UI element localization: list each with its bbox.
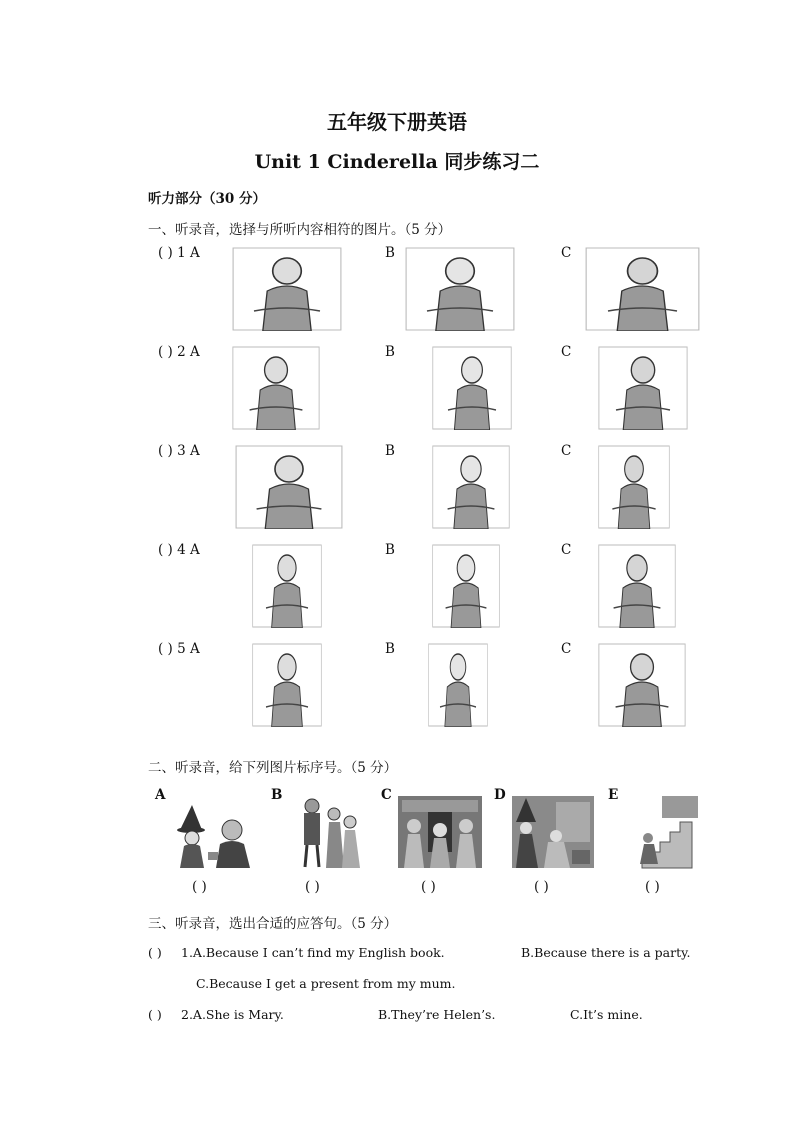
q3-label[interactable]: ( ) 3 A [158, 443, 200, 459]
title-chinese: 五年级下册英语 [327, 110, 467, 134]
q2-picture-c-girl-soup-window [598, 346, 688, 430]
q2-label[interactable]: ( ) 2 A [158, 344, 200, 360]
q2-option-c: C.It’s mine. [570, 1007, 643, 1022]
section3-heading: 三、听录音，选出合适的应答句。（5 分） [148, 916, 398, 932]
section2-heading: 二、听录音，给下列图片标序号。（5 分） [148, 760, 398, 776]
s2-blank-d[interactable]: ( ) [534, 879, 549, 895]
q2-option-b: B.They’re Helen’s. [378, 1007, 496, 1022]
q1-option-c-label: C [561, 245, 572, 261]
q1-picture-b-dog-tail [405, 247, 515, 331]
s2-letter-d: D [494, 787, 506, 803]
q3-option-b-label: B [385, 443, 395, 459]
s2-letter-e: E [608, 787, 619, 803]
q1-picture-a-bird-feet [232, 247, 342, 331]
s2-picture-e-stairs [632, 792, 700, 870]
s2-letter-c: C [381, 787, 392, 803]
q4-picture-b-chef [432, 544, 500, 628]
s2-picture-d-fairy-godmother [512, 796, 594, 868]
q3-picture-b-boy-crying [432, 445, 510, 529]
q5-picture-b-boy-playing-football [428, 643, 488, 727]
q1-label[interactable]: ( ) 1 A [158, 245, 200, 261]
q1-option-b-label: B [385, 245, 395, 261]
q2-option-a: 2.A.She is Mary. [181, 1007, 284, 1022]
s2-blank-c[interactable]: ( ) [421, 879, 436, 895]
s2-blank-a[interactable]: ( ) [192, 879, 207, 895]
q1-answer-paren[interactable]: ( ) [148, 945, 162, 960]
q2-picture-a-girl-eating-soup [232, 346, 320, 430]
q1-option-b: B.Because there is a party. [521, 945, 691, 960]
q3-option-c-label: C [561, 443, 572, 459]
section1-heading: 一、听录音，选择与所听内容相符的图片。（5 分） [148, 222, 452, 238]
q2-option-c-label: C [561, 344, 572, 360]
q3-picture-c-boy-scratching-head [598, 445, 670, 529]
q5-picture-a-boy-playing-piano [252, 643, 322, 727]
s2-letter-b: B [271, 787, 283, 803]
q2-answer-paren[interactable]: ( ) [148, 1007, 162, 1022]
q1-option-a: 1.A.Because I can’t find my English book. [181, 945, 445, 960]
q5-picture-c-boy-playing-table-tennis [598, 643, 686, 727]
q1-option-c: C.Because I get a present from my mum. [196, 976, 456, 991]
title-unit: Unit 1 Cinderella 同步练习二 [254, 151, 540, 173]
s2-picture-a-witch-and-girl [170, 800, 260, 868]
q3-picture-a-boy-thinking-cake-gift [235, 445, 343, 529]
q4-picture-c-doctor [598, 544, 676, 628]
q4-option-c-label: C [561, 542, 572, 558]
q4-picture-a-waitress [252, 544, 322, 628]
s2-picture-b-prince-and-girls [292, 792, 364, 870]
q2-option-b-label: B [385, 344, 395, 360]
q2-picture-b-girl-waving [432, 346, 512, 430]
q5-label[interactable]: ( ) 5 A [158, 641, 200, 657]
s2-blank-e[interactable]: ( ) [645, 879, 660, 895]
q4-option-b-label: B [385, 542, 395, 558]
s2-blank-b[interactable]: ( ) [305, 879, 320, 895]
s2-picture-c-three-women [398, 796, 482, 868]
listening-part-heading: 听力部分（30 分） [148, 191, 266, 207]
q1-picture-c-dog-legs [585, 247, 700, 331]
s2-letter-a: A [155, 787, 166, 803]
q5-option-c-label: C [561, 641, 572, 657]
q4-label[interactable]: ( ) 4 A [158, 542, 200, 558]
q5-option-b-label: B [385, 641, 395, 657]
